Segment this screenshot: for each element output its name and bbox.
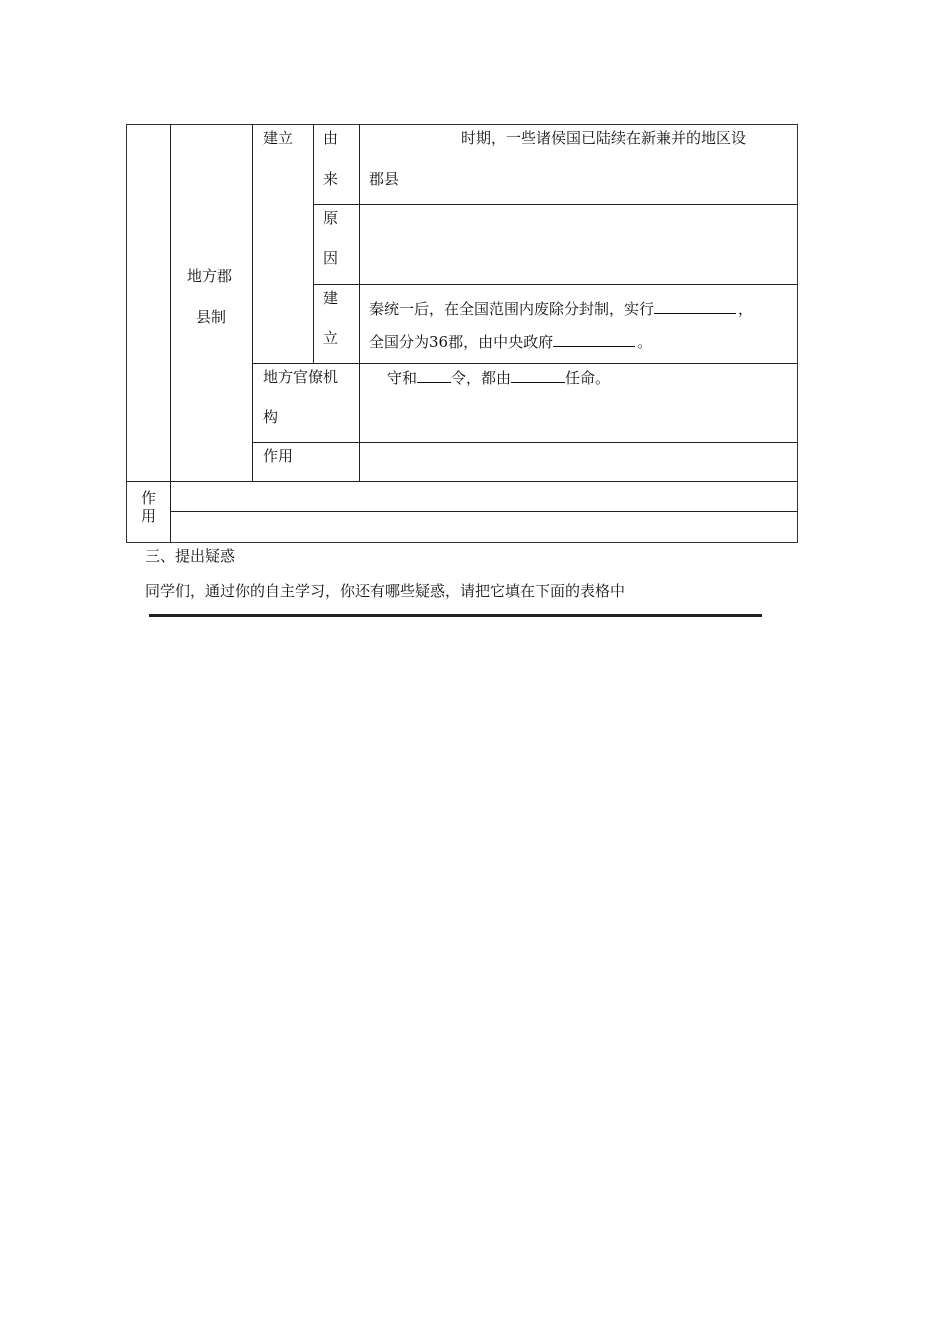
blank-field-central[interactable] [553,331,635,347]
officials-text [387,367,610,388]
establish-label-char1: 建 [323,289,339,307]
establish-text-line1-part1: 秦统一后，在全国范围内废除分封制，实行 [369,300,655,318]
origin-label-char2: 来 [323,170,339,188]
function-bottom-char1: 作 [141,489,157,507]
officials-text-part2: 令，都由 [451,369,512,387]
origin-label-char1: 由 [323,129,339,147]
establish-text-line2-part2: 。 [637,333,653,351]
reason-label-char2: 因 [323,249,339,267]
row-divider-function [126,481,798,482]
row-divider-officials [252,442,798,443]
officials-text-part1: 守和 [387,369,418,387]
officials-text-part3: 任命。 [565,369,611,387]
reason-label-char1: 原 [323,209,339,227]
section3-heading: 三、提出疑惑 [145,547,236,565]
blank-field-system[interactable] [654,298,736,314]
blank-field-appoint[interactable] [511,367,565,383]
col-divider-3 [313,124,314,363]
col-divider-4 [359,124,360,482]
section3-instruction: 同学们，通过你的自主学习，你还有哪些疑惑，请把它填在下面的表格中 [145,582,626,600]
origin-text-line2: 郡县 [369,170,400,188]
establish-text-line1 [369,298,753,319]
col-divider-bottom [170,481,171,543]
establish-text-line2 [369,331,652,352]
col-divider-2 [252,124,253,482]
origin-text-line1: 时期，一些诸侯国已陆续在新兼并的地区设 [461,129,747,147]
establish-text-line1-part2: ， [738,300,754,318]
function-bottom-char2: 用 [141,507,157,525]
establish-label-char2: 立 [323,329,339,347]
establish-header: 建立 [263,129,294,147]
local-system-label-line2: 县制 [196,308,227,326]
row-divider-bottom [170,511,798,512]
establish-text-line2-part1: 全国分为36郡，由中央政府 [369,333,554,351]
row-divider-reason [313,284,798,285]
row-divider-origin [313,204,798,205]
local-system-label-line1: 地方郡 [187,267,233,285]
section3-thick-rule [149,614,762,617]
officials-label-line1: 地方官僚机 [263,368,339,386]
function-label: 作用 [263,447,294,465]
row-divider-establish [252,363,798,364]
officials-label-line2: 构 [263,408,279,426]
blank-field-shou[interactable] [417,367,451,383]
col-divider-1 [170,124,171,482]
